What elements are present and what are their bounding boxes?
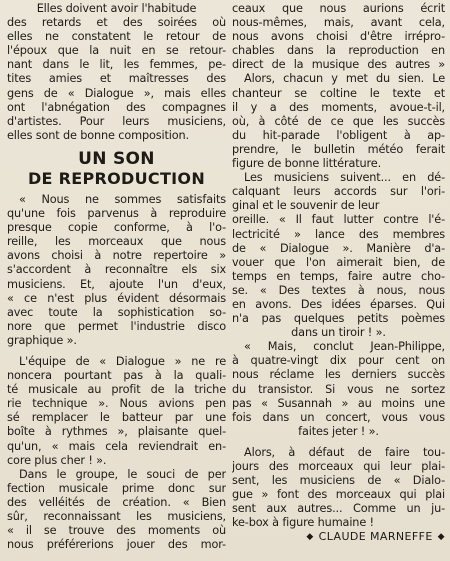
- text-line: de « Dialogue ». Manière d'a-: [232, 241, 445, 255]
- text-line: presque copie conforme, à l'o-: [7, 221, 226, 235]
- text-line: ceaux que nous aurions écrit: [232, 2, 445, 15]
- text-line: tites amies et maîtresses des: [7, 72, 226, 86]
- text-line: direct de la musique des autres »: [232, 58, 445, 72]
- section-heading: DE REPRODUCTION: [27, 168, 206, 188]
- text-line: nous préférerions jouer des mor-: [7, 538, 226, 552]
- text-line: sé remplacer le batteur par une: [7, 411, 226, 425]
- text-line: n'a pas quelques petits poèmes: [232, 312, 445, 326]
- text-line: d'artistes. Pour leurs musiciens,: [7, 114, 226, 128]
- text-line: nous réclame les derniers succès: [232, 368, 445, 382]
- text-line: Alors, chacun y met du sien. Le: [244, 72, 445, 86]
- text-line: reille, les morceaux que nous: [7, 235, 226, 249]
- right-column-text: [232, 2, 445, 530]
- text-line: ke-box à figure humaine !: [232, 516, 374, 530]
- text-line: « Nous ne sommes satisfaits: [19, 192, 226, 206]
- paragraph-gap: [7, 348, 226, 355]
- text-line: nous-mêmes, mais, avant cela,: [232, 16, 445, 30]
- article-right-column: [232, 2, 445, 561]
- text-line: dans un tiroir ! ».: [291, 326, 386, 340]
- text-line: Dans le groupe, le souci de per: [19, 467, 226, 481]
- text-line: elles sont de bonne composition.: [7, 128, 189, 142]
- text-line: pas « Susannah » au moins une: [232, 396, 445, 410]
- text-line: oreille. « Il faut lutter contre l'é-: [232, 213, 445, 227]
- section-heading: UN SON: [78, 148, 155, 169]
- diamond-left-icon: ◆: [306, 532, 314, 543]
- diamond-right-icon: ◆: [437, 532, 445, 543]
- text-line: du hit-parade l'obligent à ap-: [232, 128, 445, 142]
- article-left-column: [7, 2, 226, 561]
- text-line: Elles doivent avoir l'habitude: [36, 2, 197, 15]
- article-signature: [232, 530, 445, 544]
- text-line: lectricité » lance des membres: [232, 227, 445, 241]
- text-line: l'époux que la nuit en se retour-: [7, 44, 226, 58]
- text-line: chanteur se coltine le texte et: [232, 86, 445, 100]
- text-line: du transistor. Si vous ne sortez: [232, 382, 445, 396]
- text-line: temps en temps, faire autre cho-: [232, 269, 445, 283]
- text-line: jours des morceaux qui leur plai-: [232, 460, 445, 473]
- text-line: vouer que l'on aimerait bien, de: [232, 255, 445, 269]
- text-line: boîte à rythmes », plaisante quel-: [7, 425, 226, 439]
- text-line: gue » font des morceaux qui plai: [232, 488, 445, 502]
- text-line: Alors, à défaut de faire tou-: [244, 445, 445, 459]
- text-line: sent, les musiciens de « Dialo-: [232, 474, 445, 488]
- text-line: L'équipe de « Dialogue » ne re: [19, 354, 226, 368]
- text-line: nore que permet l'industrie disco: [7, 319, 226, 333]
- text-line: fois dans un concert, vous vous: [232, 410, 445, 424]
- text-line: en avons. Des idées éparses. Qui: [232, 297, 445, 311]
- text-line: nous avons choisi d'être irrépro-: [232, 30, 445, 44]
- text-line: calquant leurs accords sur l'ori-: [232, 185, 445, 199]
- text-line: chables dans la reproduction en: [232, 44, 445, 58]
- text-line: ont l'abnégation des compagnes: [7, 100, 226, 114]
- text-line: « Mais, conclut Jean-Philippe,: [244, 340, 445, 354]
- text-line: à quatre-vingt dix pour cent on: [232, 354, 445, 368]
- text-line: prendre, le bulletin météo ferait: [232, 142, 445, 156]
- text-line: avons choisi à notre repertoire »: [7, 249, 226, 263]
- text-line: il y a des moments, avoue-t-il,: [232, 100, 445, 114]
- text-line: elles ne constatent le retour de: [7, 30, 226, 44]
- text-line: faites jeter ! ».: [298, 424, 379, 438]
- text-line: té musicale au profit de la triche: [7, 383, 226, 397]
- author-name: CLAUDE MARNEFFE: [318, 530, 433, 544]
- text-line: graphique ».: [7, 333, 77, 347]
- text-line: musiciens. Et, ajoute l'un d'eux,: [7, 277, 226, 291]
- text-line: ginal et le souvenir de leur: [232, 199, 380, 213]
- text-line: se. « Des textes à nous, nous: [232, 283, 445, 297]
- text-line: Les musiciens suivent... en dé-: [244, 171, 445, 185]
- text-line: gens de « Dialogue », mais elles: [7, 86, 226, 100]
- text-line: sûr, reconnaissant les musiciens,: [7, 510, 226, 523]
- text-line: rie technique ». Nous avions pen: [7, 397, 226, 411]
- text-line: noncera pourtant pas à la quali-: [7, 369, 226, 383]
- text-line: nant dans le lit, les femmes, pe-: [7, 58, 226, 72]
- text-line: des velléités de création. « Bien: [7, 495, 226, 509]
- text-line: qu'un, « mais cela reviendrait en-: [7, 439, 226, 453]
- text-line: fection musicale prime donc sur: [7, 481, 226, 495]
- text-line: où, à côté de ce que les succès: [232, 114, 445, 128]
- text-line: figure de bonne littérature.: [232, 157, 382, 171]
- paragraph-gap: [232, 439, 445, 446]
- text-line: « ce n'est plus évident désormais: [7, 291, 226, 305]
- text-line: sent aux autres... Comme un ju-: [232, 502, 445, 516]
- text-line: « il se trouve des moments où: [7, 524, 226, 538]
- text-line: core plus cher ! ».: [7, 453, 107, 467]
- text-line: des retards et des soirées où: [7, 16, 226, 30]
- text-line: s'accordent à reconnaître els six: [7, 263, 226, 277]
- text-line: avec toute la sophistication so-: [7, 305, 226, 319]
- text-line: qu'une fois parvenus à reproduire: [7, 207, 226, 221]
